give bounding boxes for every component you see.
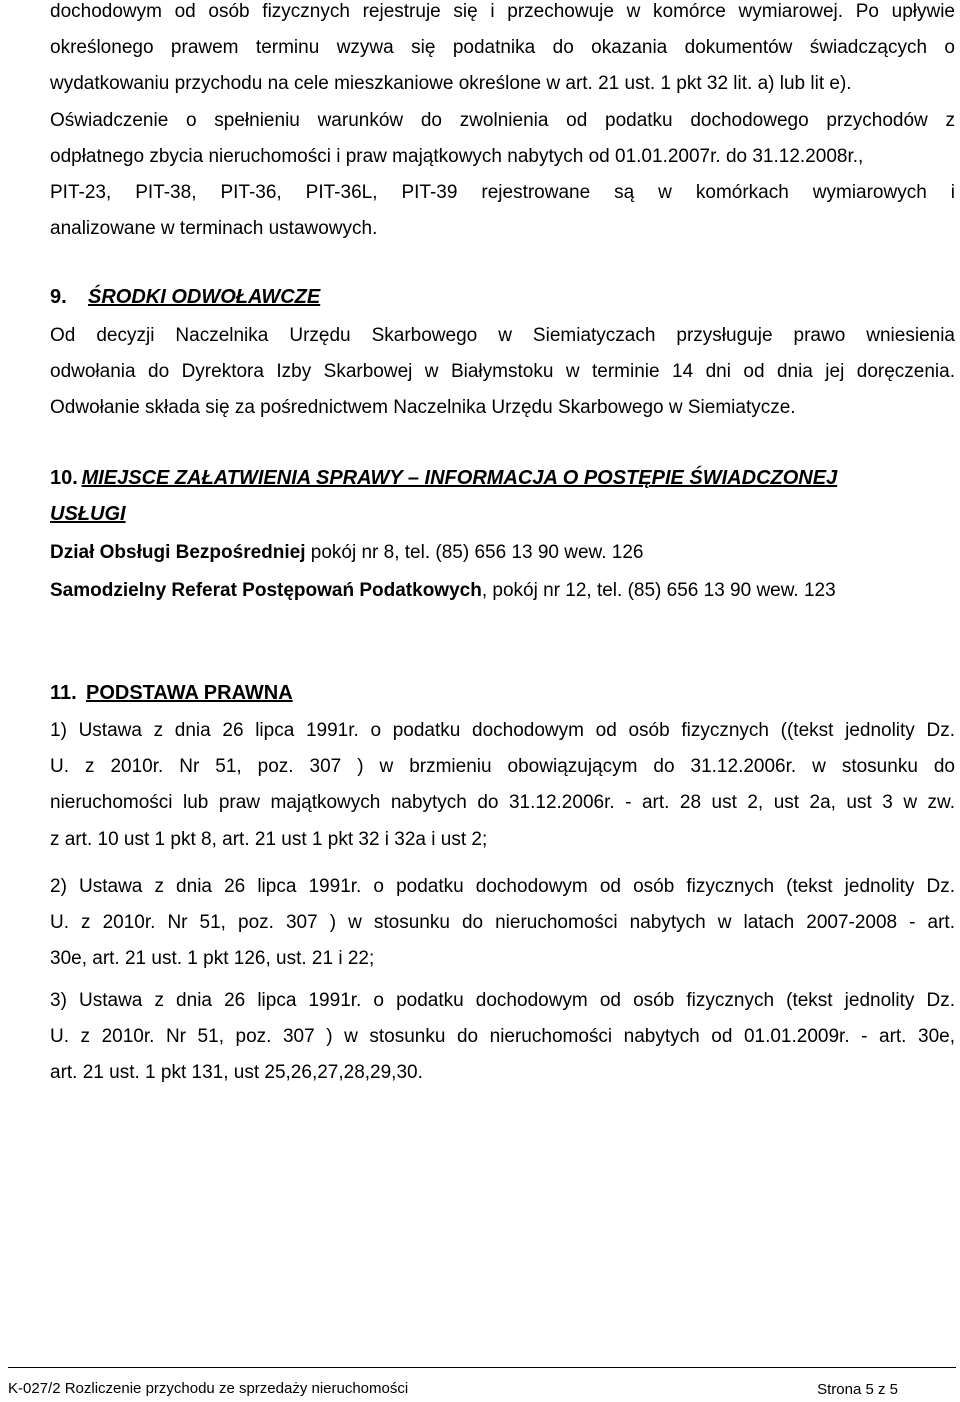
legal-basis-item-3 <box>50 983 955 1092</box>
text-line: 1) Ustawa z dnia 26 lipca 1991r. o podatku dochodowym od osób fizycznych ((tekst jednolity Dz. <box>50 720 955 741</box>
text-line: nieruchomości lub praw majątkowych nabytych do 31.12.2006r. - art. 28 ust 2, ust 2a, ust 3 w zw. <box>50 792 955 814</box>
section-11-heading <box>50 675 955 711</box>
text-line: U. z 2010r. Nr 51, poz. 307 ) w stosunku do nieruchomości nabytych w latach 2007-2008 - art. <box>50 912 955 934</box>
section-9-body <box>50 318 955 427</box>
section-title: ŚRODKI ODWOŁAWCZE <box>88 286 321 308</box>
office-details: , pokój nr 12, tel. (85) 656 13 90 wew. 123 <box>481 580 836 601</box>
text-line: U. z 2010r. Nr 51, poz. 307 ) w brzmieniu obowiązującym do 31.12.2006r. w stosunku do <box>50 756 955 778</box>
intro-paragraph <box>50 0 955 247</box>
text-line: odpłatnego zbycia nieruchomości i praw majątkowych nabytych od 01.01.2007r. do 31.12.2008r., <box>50 145 864 167</box>
text-line: PIT-23, PIT-38, PIT-36, PIT-36L, PIT-39 rejestrowane są w komórkach wymiarowych i <box>50 182 955 204</box>
text-line: z art. 10 ust 1 pkt 8, art. 21 ust 1 pkt 32 i 32a i ust 2; <box>50 828 488 850</box>
section-title: PODSTAWA PRAWNA <box>86 682 293 704</box>
text-line: Oświadczenie o spełnieniu warunków do zwolnienia od podatku dochodowego przychodów z <box>50 109 955 131</box>
section-number: 11. <box>50 682 77 704</box>
section-9-heading <box>50 279 955 315</box>
section-title: MIEJSCE ZAŁATWIENIA SPRAWY – INFORMACJA O POSTĘPIE ŚWIADCZONEJ <box>81 467 838 489</box>
office-details: pokój nr 8, tel. (85) 656 13 90 wew. 126 <box>305 542 644 563</box>
text-line: analizowane w terminach ustawowych. <box>50 218 378 240</box>
text-line: określonego prawem terminu wzywa się podatnika do okazania dokumentów świadczących o <box>50 37 955 59</box>
section-number: 9. <box>50 286 67 308</box>
footer-divider <box>8 1367 956 1368</box>
footer-page-number: Strona 5 z 5 <box>817 1381 898 1398</box>
text-line: art. 21 ust. 1 pkt 131, ust 25,26,27,28,29,30. <box>50 1062 423 1084</box>
text-line: Od decyzji Naczelnika Urzędu Skarbowego w Siemiatyczach przysługuje prawo wniesienia <box>50 325 955 346</box>
text-line: wydatkowaniu przychodu na cele mieszkaniowe określone w art. 21 ust. 1 pkt 32 lit. a) lub lit e). <box>50 73 852 95</box>
office-name: Samodzielny Referat Postępowań Podatkowych <box>50 580 482 601</box>
text-line: odwołania do Dyrektora Izby Skarbowej w Białymstoku w terminie 14 dni od dnia jej doręczenia. <box>50 361 955 383</box>
office-name: Dział Obsługi Bezpośredniej <box>50 542 306 563</box>
text-line: Odwołanie składa się za pośrednictwem Naczelnika Urzędu Skarbowego w Siemiatycze. <box>50 397 796 419</box>
section-10-heading <box>50 460 955 532</box>
text-line: 30e, art. 21 ust. 1 pkt 126, ust. 21 i 22; <box>50 948 375 970</box>
section-number: 10. <box>50 467 78 489</box>
text-line: dochodowym od osób fizycznych rejestruje się i przechowuje w komórce wymiarowej. Po upływie <box>50 1 955 22</box>
contact-line-1 <box>50 535 644 571</box>
footer-document-title: K-027/2 Rozliczenie przychodu ze sprzedaży nieruchomości <box>8 1380 409 1397</box>
section-title-continued: USŁUGI <box>50 503 126 525</box>
text-line: 2) Ustawa z dnia 26 lipca 1991r. o podatku dochodowym od osób fizycznych (tekst jednolity Dz. <box>50 876 955 897</box>
legal-basis-item-2 <box>50 869 955 978</box>
contact-line-2 <box>50 573 836 609</box>
text-line: U. z 2010r. Nr 51, poz. 307 ) w stosunku do nieruchomości nabytych od 01.01.2009r. - art. 30e, <box>50 1026 955 1048</box>
legal-basis-item-1 <box>50 713 955 858</box>
text-line: 3) Ustawa z dnia 26 lipca 1991r. o podatku dochodowym od osób fizycznych (tekst jednolity Dz. <box>50 990 955 1011</box>
